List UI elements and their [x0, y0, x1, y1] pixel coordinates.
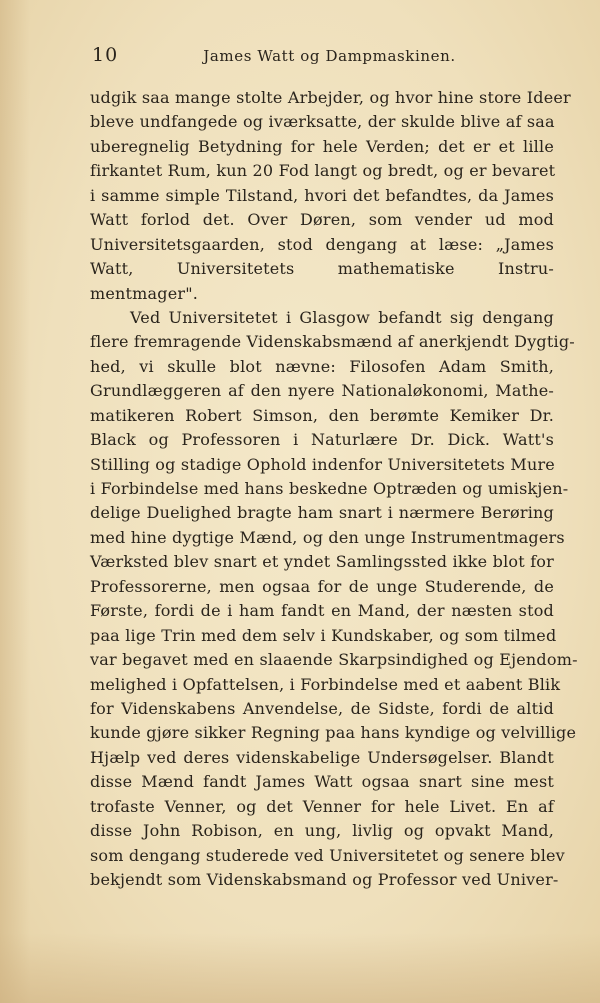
text-line: i Forbindelse med hans beskedne Optræden og umiskjen-: [90, 479, 569, 498]
text-line: delige Duelighed bragte ham snart i nærmere Berøring: [90, 503, 554, 523]
text-line: Universitetsgaarden, stod dengang at læse: „James: [90, 234, 554, 254]
text-line: Hjælp ved deres videnskabelige Undersøgelser. Blandt: [90, 747, 554, 767]
text-line: paa lige Trin med dem selv i Kundskaber, og som tilmed: [90, 625, 557, 645]
text-line: melighed i Opfattelsen, i Forbindelse med et aabent Blik: [90, 674, 561, 694]
page-bottom-stain: [0, 933, 600, 1003]
text-line: Stilling og stadige Ophold indenfor Universitetets Mure: [90, 454, 555, 474]
text-line: firkantet Rum, kun 20 Fod langt og bredt, og er bevaret: [90, 161, 556, 181]
page-number: 10: [92, 44, 119, 66]
page-header: [92, 44, 537, 72]
text-line: Grundlæggeren af den nyere Nationaløkonomi, Mathe-: [90, 381, 554, 401]
running-head: James Watt og Dampmaskinen.: [203, 47, 456, 65]
text-line: mentmager".: [90, 283, 199, 303]
text-line: som dengang studerede ved Universitetet og senere blev: [90, 845, 565, 865]
text-line: med hine dygtige Mænd, og den unge Instrumentmagers: [90, 527, 565, 547]
text-line: Første, fordi de i ham fandt en Mand, der næsten stod: [90, 601, 554, 621]
text-line: bleve undfangede og iværksatte, der skulde blive af saa: [90, 112, 555, 132]
text-line: trofaste Venner, og det Venner for hele Livet. En af: [90, 796, 554, 816]
text-line: Watt, Universitetets mathematiske Instru-: [90, 259, 554, 279]
text-line: Værksted blev snart et yndet Samlingssted ikke blot for: [90, 552, 554, 572]
text-line: hed, vi skulle blot nævne: Filosofen Adam Smith,: [90, 356, 554, 376]
text-line: kunde gjøre sikker Regning paa hans kyndige og velvillige: [90, 723, 577, 743]
text-line: Professorerne, men ogsaa for de unge Studerende, de: [90, 576, 554, 596]
text-line: udgik saa mange stolte Arbejder, og hvor hine store Ideer: [90, 88, 571, 107]
body-text: [90, 86, 578, 892]
text-line: for Videnskabens Anvendelse, de Sidste, fordi de altid: [90, 698, 554, 718]
text-line: matikeren Robert Simson, den berømte Kemiker Dr.: [90, 405, 554, 425]
text-line: bekjendt som Videnskabsmand og Professor ved Univer-: [90, 870, 559, 889]
text-line: flere fremragende Videnskabsmænd af anerkjendt Dygtig-: [90, 332, 575, 352]
text-line: var begavet med en slaaende Skarpsindighed og Ejendom-: [90, 650, 578, 670]
text-line: i samme simple Tilstand, hvori det befandtes, da James: [90, 185, 554, 205]
text-line: uberegnelig Betydning for hele Verden; det er et lille: [90, 136, 554, 156]
text-line: disse Mænd fandt James Watt ogsaa snart sine mest: [90, 772, 554, 792]
text-line: Black og Professoren i Naturlære Dr. Dick. Watt's: [90, 430, 554, 450]
text-line: Watt forlod det. Over Døren, som vender ud mod: [90, 210, 554, 230]
text-line: disse John Robison, en ung, livlig og opvakt Mand,: [90, 821, 554, 841]
paragraph-start-line: Ved Universitetet i Glasgow befandt sig dengang: [130, 307, 554, 327]
page-edge-shading: [0, 0, 30, 1003]
